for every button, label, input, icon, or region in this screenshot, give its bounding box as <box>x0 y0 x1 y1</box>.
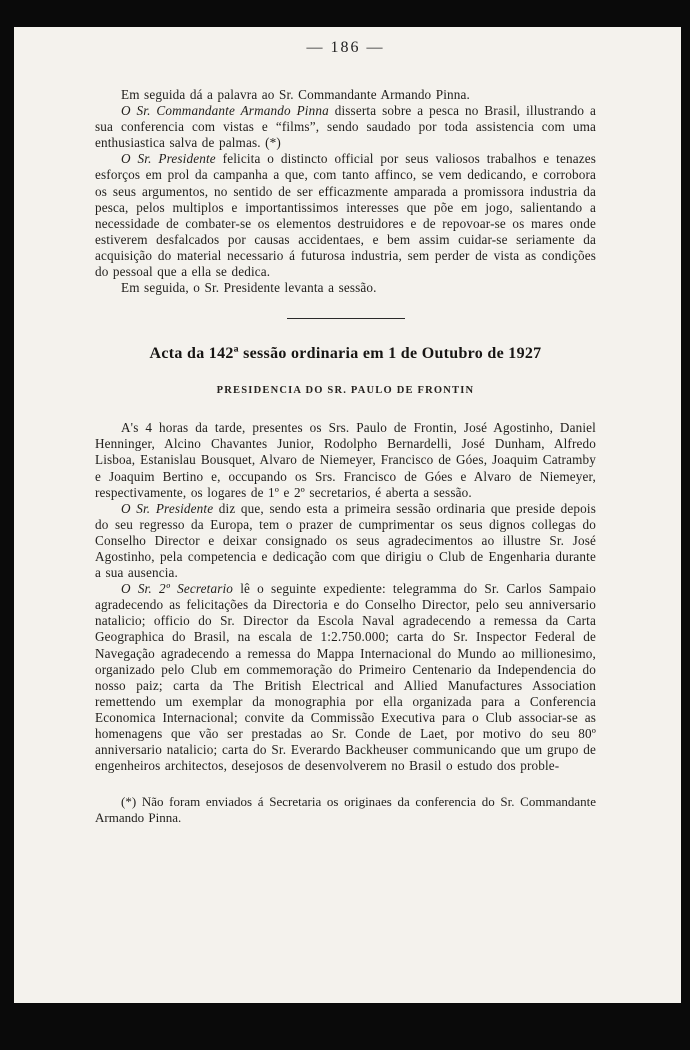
footnote-text: (*) Não foram enviados á Secretaria os originaes da conferencia do Sr. Commandante Armando Pinna. <box>95 794 596 826</box>
acta-title: Acta da 142ª sessão ordinaria em 1 de Outubro de 1927 <box>149 345 542 363</box>
document-page <box>14 27 681 1003</box>
footnote <box>95 794 596 826</box>
paragraph <box>95 87 596 103</box>
paragraph-text: disserta sobre a pesca no Brasil, illustrando a sua conferencia com vistas e “films”, sendo saudado por toda assistencia com uma enthusiastica salva de palmas. (*) <box>95 103 596 151</box>
paragraph-text: felicita o distincto official por seus valiosos trabalhos e tenazes esforços em prol da campanha a que, com tanto affinco, se vem dedicando, e corrobora os seus argumentos, no sentido de ser efficazmente amparada a promissora industria da pesca, pelos multiplos e importantissimos interesses que põe em jogo, salientando a necessidade de combater-se os elementos destruidores e de repovoar-se os mares onde estiverem desfalcados por causas accidentaes, e bem assim cuidar-se seriamente da acquisição do material necessario á futurosa industria, sem perder de vista as condições do pessoal que a ella se dedica. <box>95 151 596 280</box>
paragraph-lead-italic: O Sr. 2º Secretario <box>121 581 234 597</box>
paragraph <box>95 581 596 774</box>
paragraph-text: Em seguida, o Sr. Presidente levanta a sessão. <box>121 280 377 296</box>
paragraph-text: A's 4 horas da tarde, presentes os Srs. Paulo de Frontin, José Agostinho, Daniel Henninger, Alcino Chavantes Junior, Rodolpho Bernardelli, José Dunham, Alfredo Lisboa, Estanislau Bousquet, Alvaro de Niemeyer, Francisco de Góes, Joaquim Catramby e Joaquim Bertino e, occupando os Srs. Francisco de Góes e Alvaro de Niemeyer, respectivamente, os logares de 1º e 2º secretarios, é aberta a sessão. <box>95 420 596 500</box>
paragraph-lead-italic: O Sr. Commandante Armando Pinna <box>121 103 329 119</box>
section-separator <box>287 318 405 319</box>
paragraph-text: Em seguida dá a palavra ao Sr. Commandante Armando Pinna. <box>121 87 470 102</box>
paragraph-lead-italic: O Sr. Presidente <box>121 500 214 516</box>
acta-subtitle: PRESIDENCIA DO SR. PAULO DE FRONTIN <box>216 385 475 397</box>
paragraph <box>95 280 596 296</box>
paragraph-lead-italic: O Sr. Presidente <box>121 151 216 167</box>
paragraph <box>95 103 596 151</box>
paragraph <box>95 151 596 280</box>
paragraph <box>95 420 596 500</box>
paragraph <box>95 501 596 581</box>
paragraph-text: diz que, sendo esta a primeira sessão ordinaria que preside depois do seu regresso da Europa, tem o prazer de cumprimentar os seus dignos collegas do Conselho Director e deixar consignado os seus agradecimentos ao illustre Sr. José Agostinho, pela competencia e dedicação com que dirigiu o Club de Engenharia durante a sua ausencia. <box>95 500 596 581</box>
page-number: — 186 — <box>306 39 385 56</box>
paragraph-text: lê o seguinte expediente: telegramma do Sr. Carlos Sampaio agradecendo as felicitações da Directoria e do Conselho Director, pelo seu anniversario natalicio; officio do Sr. Director da Escola Naval agradecendo a remessa da Carta Geographica do Brasil, na escala de 1:2.750.000; carta do Sr. Inspector Federal de Navegação agradecendo a remessa do Mappa Internacional do Mundo ao millionesimo, organizado pelo Club em commemoração do Primeiro Centenario da Independencia do nosso paiz; carta da The British Electrical and Allied Manufactures Association remettendo um exemplar da monographia por ella organizada para a Conferencia Economica Internacional; convite da Commissão Executiva para o Club associar-se as homenagens que vão ser prestadas ao Sr. Conde de Laet, por motivo do seu 80º anniversario natalicio; carta do Sr. Everardo Backheuser communicando que um grupo de engenheiros architectos, desejosos de desenvolverem no Brasil o estudo dos proble- <box>95 581 596 774</box>
